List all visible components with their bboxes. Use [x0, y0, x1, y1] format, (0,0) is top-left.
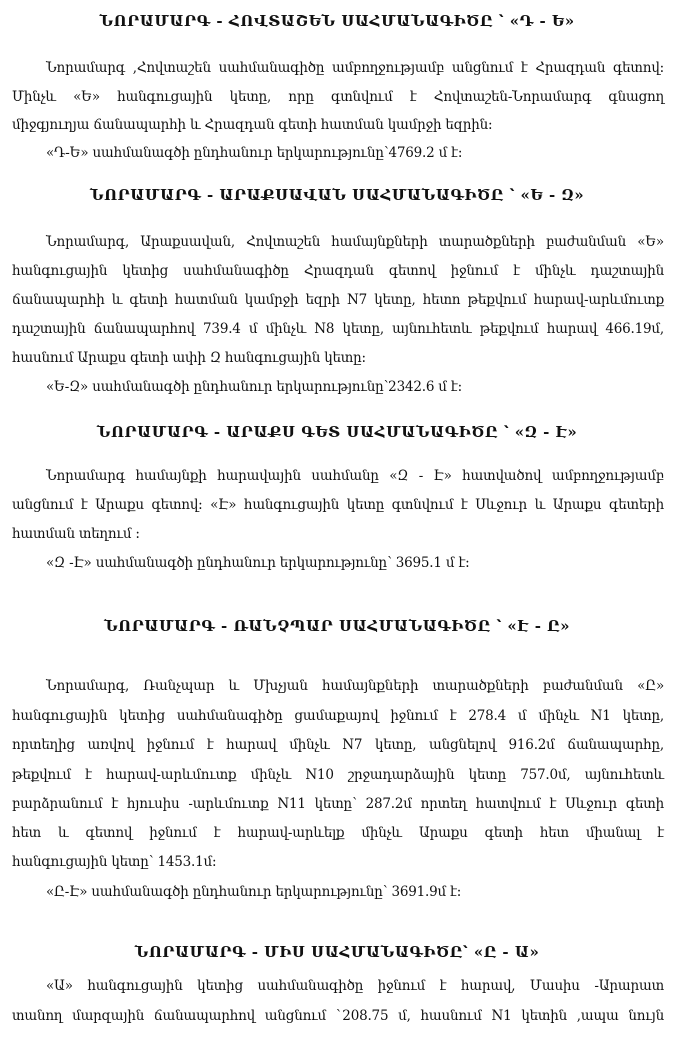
section-total-length: «Ը-Է» սահմանագծի ընդհանուր երկարությունը՝ 3691.9մ է: — [46, 884, 462, 900]
paragraph-line: անցնում է Արաքս գետով: «Է» հանգուցային կետը գտնվում է Սևջուր և Արաքս գետերի — [12, 497, 664, 513]
paragraph-line: որտեղից առվով իջնում է հարավ մինչև N7 կետը, անցնելով 916.2մ ճանապարհը, — [12, 737, 664, 753]
section-total-length: «Դ-Ե» սահմանագծի ընդհանուր երկարությունը՝4769.2 մ է: — [46, 145, 463, 161]
section-title: ՆՈՐԱՄԱՐԳ - ՌԱՆՉՊԱՐ ՍԱՀՄԱՆԱԳԻԾԸ ՝ «Է - Ը» — [103, 617, 571, 635]
paragraph-line: Նորամարգ, Արաքսավան, Հովտաշեն համայնքների տարածքների բաժանման «Ե» — [46, 234, 664, 250]
paragraph-line: ճանապարհի և գետի հատման կամրջի եզրի N7 կետը, հետո թեքվում հարավ-արևմուտք — [12, 292, 664, 308]
paragraph-line: թեքվում է հարավ-արևմուտք մինչև N10 շրջադարձային կետը 757.0մ, այնուհետև — [12, 767, 664, 783]
paragraph-line: դաշտային ճանապարհով 739.4 մ մինչև N8 կետը, այնուհետև թեքվում հարավ 466.19մ, — [12, 321, 664, 337]
paragraph-line: հանգուցային կետը՝ 1453.1մ: — [12, 854, 217, 870]
paragraph-line: հանգուցային կետից սահմանագիծը ցամաքայով իջնում է 278.4 մ մինչև N1 կետը, — [12, 708, 664, 724]
paragraph-line: տանող մարզային ճանապարհով անցնում `208.75 մ, հասնում N1 կետին ,ապա նույն — [12, 1008, 664, 1024]
section-title: ՆՈՐԱՄԱՐԳ - ՄԻՍ ՍԱՀՄԱՆԱԳԻԾԸ՝ «Ը - Ա» — [134, 943, 540, 961]
section-total-length: «Զ -Է» սահմանագծի ընդհանուր երկարությունը՝ 3695.1 մ է: — [46, 555, 470, 571]
section-title: ՆՈՐԱՄԱՐԳ - ՀՈՎՏԱՇԵՆ ՍԱՀՄԱՆԱԳԻԾԸ ՝ «Դ - Ե» — [99, 12, 575, 30]
section-title: ՆՈՐԱՄԱՐԳ - ԱՐԱՔՍԱՎԱՆ ՍԱՀՄԱՆԱԳԻԾԸ ՝ «Ե - Զ» — [89, 186, 585, 204]
section-total-length: «Ե-Զ» սահմանագծի ընդհանուր երկարությունը՝2342.6 մ է: — [46, 379, 462, 395]
paragraph-line: Նորամարգ համայնքի հարավային սահմանը «Զ - Է» հատվածով ամբողջությամբ — [46, 468, 664, 484]
paragraph-line: հանգուցային կետից սահմանագիծը Հրազդան գետով իջնում է մինչև դաշտային — [12, 263, 664, 279]
paragraph-line: «Ա» հանգուցային կետից սահմանագիծը իջնում է հարավ, Մասիս -Արարատ — [46, 978, 664, 994]
section-title: ՆՈՐԱՄԱՐԳ - ԱՐԱՔՍ ԳԵՏ ՍԱՀՄԱՆԱԳԻԾԸ ՝ «Զ - Է» — [96, 423, 578, 441]
paragraph-line: հատման տեղում : — [12, 526, 140, 542]
paragraph-line: Մինչև «Ե» հանգուցային կետը, որը գտնվում է Հովտաշեն-Նորամարգ գնացող — [12, 89, 664, 105]
paragraph-line: հետ և գետով իջնում է հարավ-արևելք մինչև Արաքս գետի հետ միանալ է — [12, 825, 664, 841]
paragraph-line: հասնում Արաքս գետի ափի Զ հանգուցային կետը: — [12, 350, 366, 366]
paragraph-line: միջգյուղյա ճանապարհի և Հրազդան գետի հատման կամրջի եզրին: — [12, 117, 493, 133]
paragraph-line: Նորամարգ ,Հովտաշեն սահմանագիծը ամբողջությամբ անցնում է Հրազդան գետով: — [46, 60, 664, 76]
paragraph-line: Նորամարգ, Ռանչպար և Մխչյան համայնքների տարածքների բաժանման «Ը» — [46, 678, 664, 694]
paragraph-line: բարձրանում է հյուսիս -արևմուտք N11 կետը՝ 287.2մ որտեղ հատվում է Սևջուր գետի — [12, 796, 664, 812]
